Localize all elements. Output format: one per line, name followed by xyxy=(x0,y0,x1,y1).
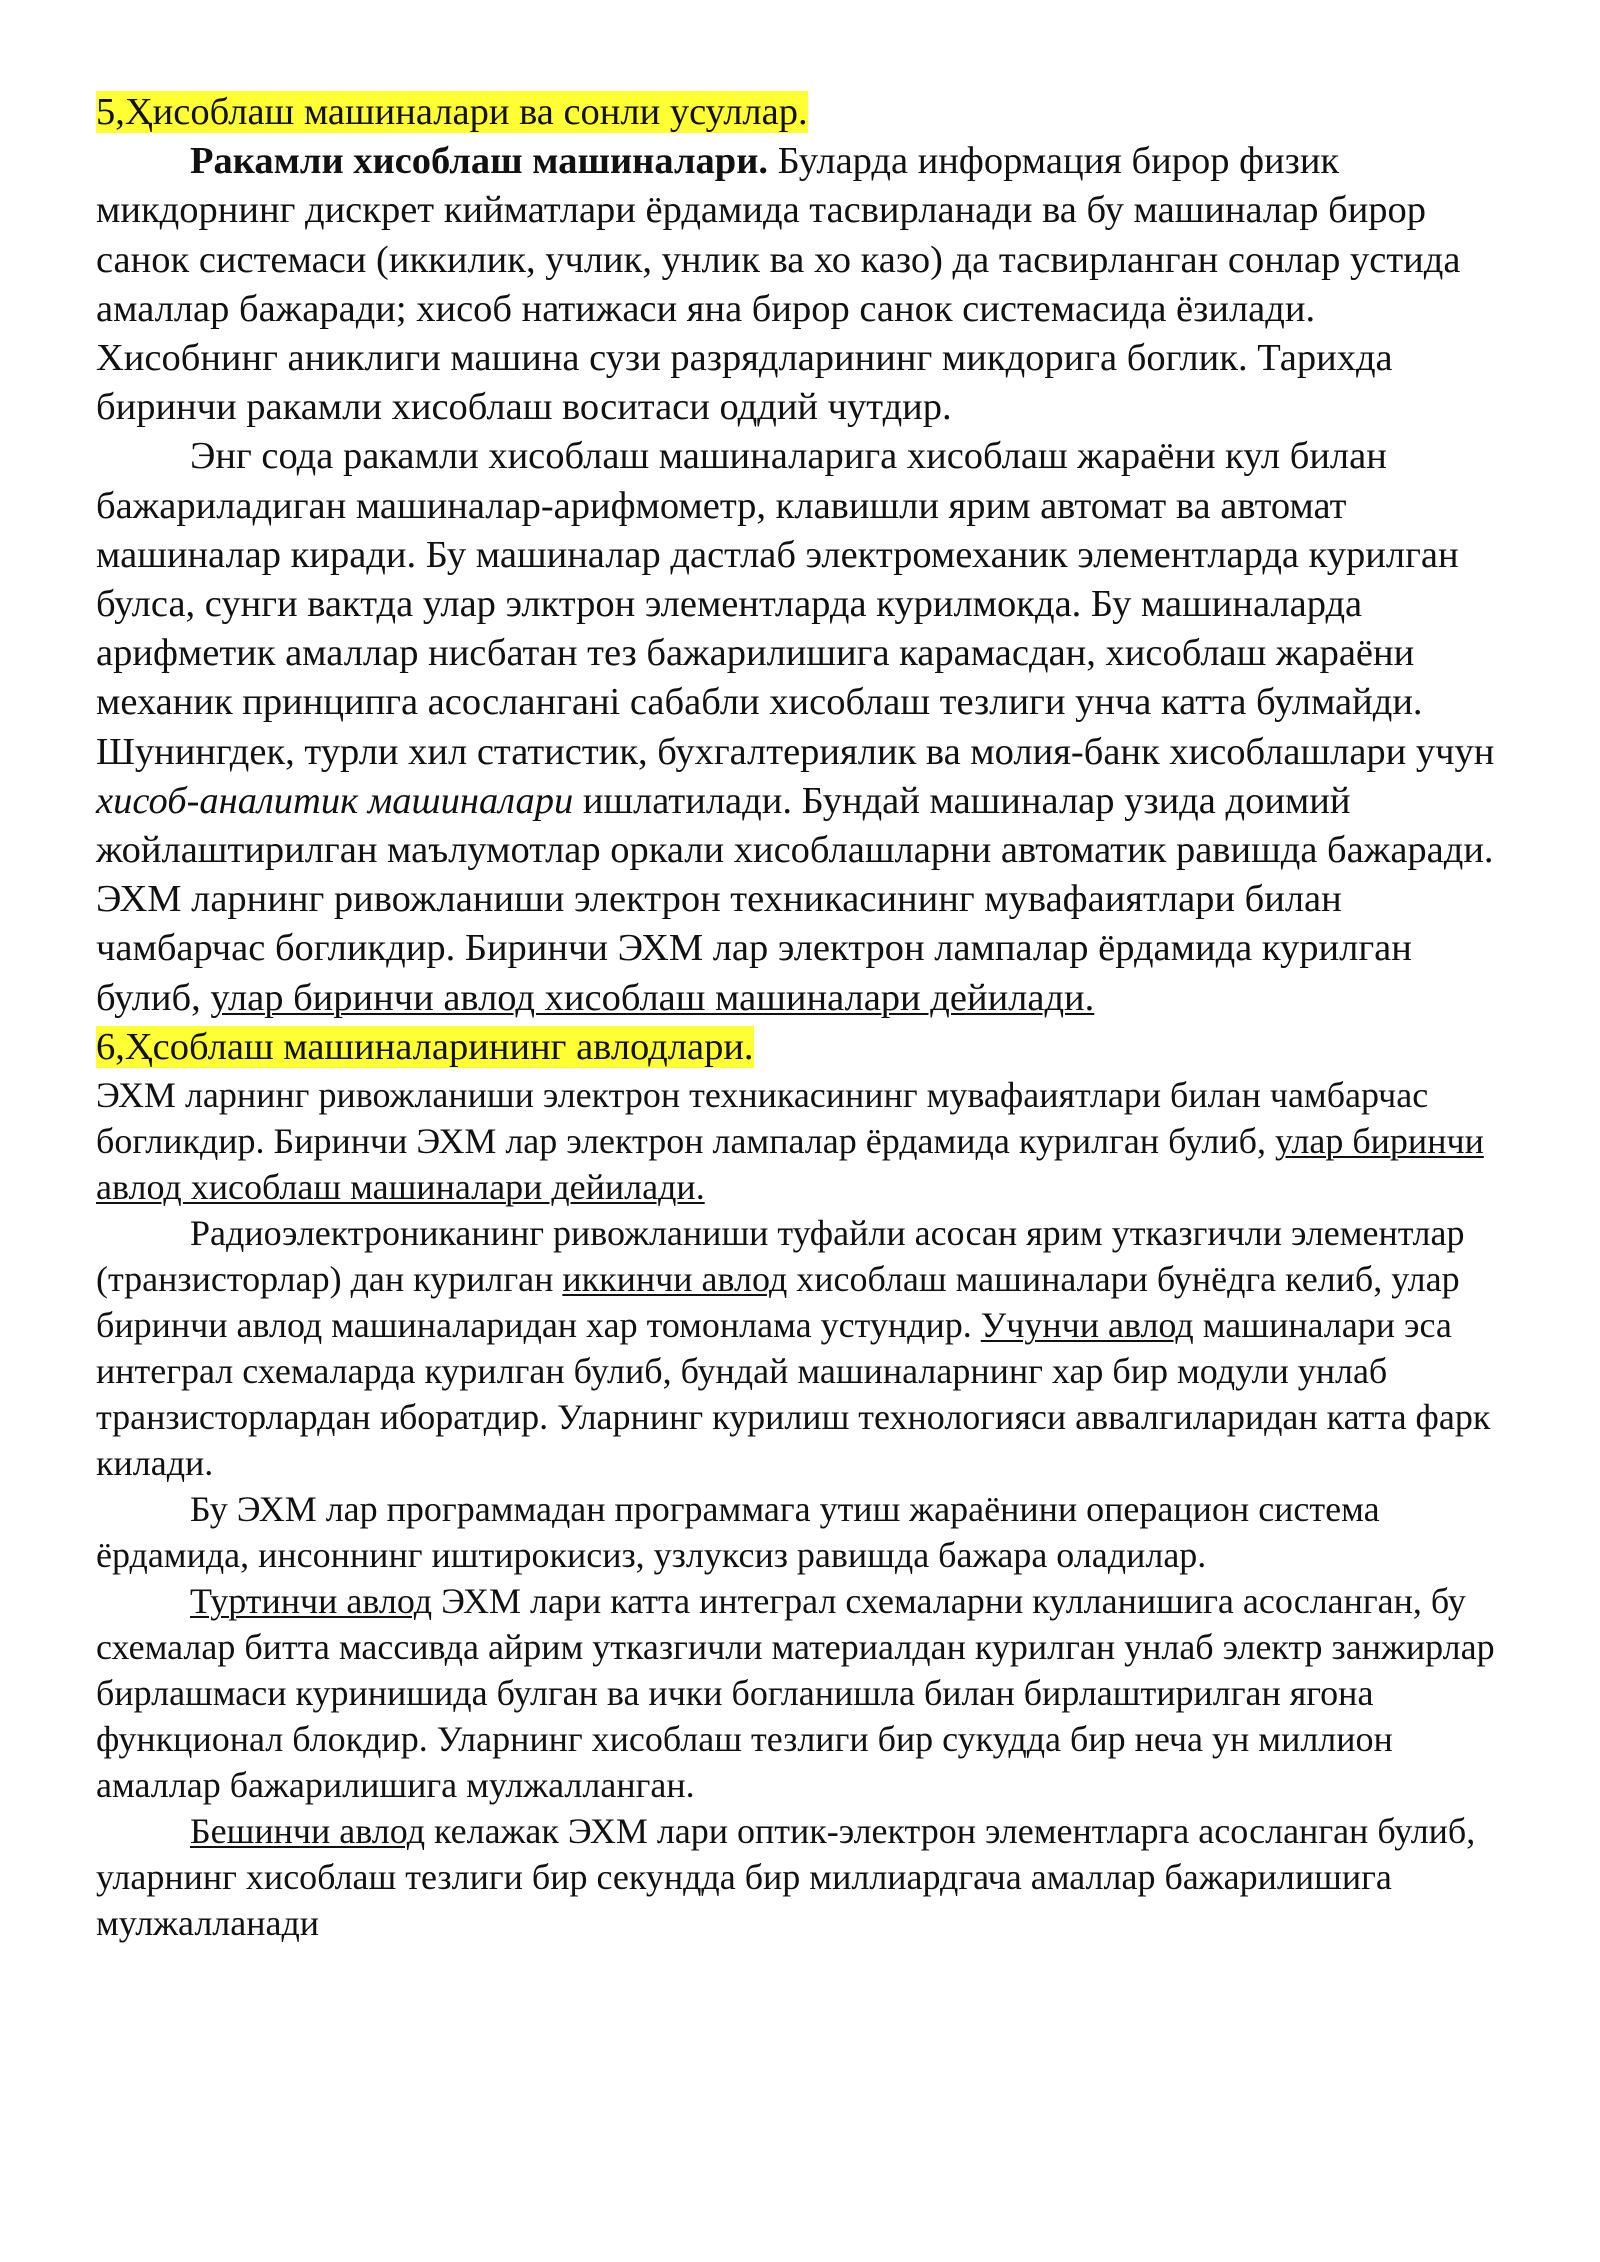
highlighted-heading: 6,Ҳсоблаш машиналарининг авлодлари. xyxy=(96,1025,754,1068)
underlined-text: Учунчи авлод xyxy=(980,1305,1194,1346)
paragraph-text: ишлатилади. Бундай машиналар узида доимий жойлаштирилган маълумотлар оркали хисоблашларни автоматик равишда бажаради. xyxy=(96,779,1494,872)
section-heading xyxy=(96,1023,1504,1072)
paragraph xyxy=(96,1486,1504,1578)
bold-term: Ракамли хисоблаш машиналари. xyxy=(190,140,769,183)
paragraph xyxy=(96,1578,1504,1808)
paragraph xyxy=(96,1808,1504,1946)
paragraph-text: Бу ЭХМ лар программадан программага утиш жараёнини операцион система ёрдамида, инсоннинг иштирокисиз, узлуксиз равишда бажара оладилар. xyxy=(96,1489,1380,1576)
paragraph xyxy=(96,137,1504,432)
section-computing-machines xyxy=(96,88,1504,1023)
underlined-text: улар биринчи авлод хисоблаш машиналари дейилади. xyxy=(96,1121,1484,1208)
paragraph-text: хисоблаш машиналари бунёдга келиб, улар биринчи авлод машиналаридан хар томонлама устундир. xyxy=(96,1259,1460,1346)
section-machine-generations xyxy=(96,1072,1504,1946)
section-heading-block xyxy=(96,1023,1504,1072)
paragraph-text: ЭХМ ларнинг ривожланиши электрон техникасининг мувафаиятлари билан чамбарчас богликдир. Биринчи ЭХМ лар электрон лампалар ёрдамида курилган булиб, xyxy=(96,1075,1429,1162)
paragraph-text: машиналари эса интеграл схемаларда курилган булиб, бундай машиналарнинг хар бир модули унлаб транзисторлардан иборатдир. Уларнинг курилиш технологияси аввалгиларидан катта фарк килади. xyxy=(96,1305,1491,1484)
paragraph-text: келажак ЭХМ лари оптик-электрон элементларга асосланган булиб, уларнинг хисоблаш тезлиги бир секундда бир миллиардгача амаллар бажарилишига мулжалланади xyxy=(96,1811,1476,1944)
document-page xyxy=(96,88,1504,1946)
paragraph xyxy=(96,1072,1504,1210)
italic-term: хисоб-аналитик машиналари xyxy=(96,779,574,822)
paragraph-text: Буларда информация бирор физик микдорнинг дискрет кийматлари ёрдамида тасвирланади ва бу машиналар бирор санок системаси (иккилик, учлик, унлик ва хо казо) да тасвирланган сонлар устида амаллар бажаради; хисоб натижаси яна бирор санок системасида ёзилади. Хисобнинг аниклиги машина сузи разрядларининг микдорига боглик. Тарихда биринчи ракамли хисоблаш воситаси оддий чутдир. xyxy=(96,140,1461,429)
underlined-text: улар биринчи авлод хисоблаш машиналари дейилади. xyxy=(210,976,1095,1019)
paragraph-text: Радиоэлектрониканинг ривожланиши туфайли асосан ярим утказгичли элементлар (транзисторлар) дан курилган xyxy=(96,1213,1465,1300)
underlined-text: Бешинчи авлод xyxy=(190,1811,426,1852)
paragraph-text: ЭХМ лари катта интеграл схемаларни кулланишига асосланган, бу схемалар битта массивда айрим утказгичли материалдан курилган унлаб электр занжирлар бирлашмаси куринишида булган ва ички богланишла билан бирлаштирилган ягона функционал блокдир. Уларнинг хисоблаш тезлиги бир сукудда бир неча ун миллион амаллар бажарилишига мулжалланган. xyxy=(96,1581,1495,1806)
section-heading xyxy=(96,88,1504,137)
paragraph xyxy=(96,432,1504,875)
underlined-text: иккинчи авлод xyxy=(562,1259,788,1300)
paragraph xyxy=(96,875,1504,1023)
highlighted-heading: 5,Ҳисоблаш машиналари ва сонли усуллар. xyxy=(96,91,808,133)
paragraph xyxy=(96,1210,1504,1486)
underlined-text: Туртинчи авлод xyxy=(190,1581,433,1622)
paragraph-text: ЭХМ ларнинг ривожланиши электрон техникасининг мувафаиятлари билан чамбарчас богликдир. Биринчи ЭХМ лар электрон лампалар ёрдамида курилган булиб, xyxy=(96,878,1412,1019)
paragraph-text: Энг сода ракамли хисоблаш машиналарига хисоблаш жараёни кул билан бажариладиган машиналар-арифмометр, клавишли ярим автомат ва автомат машиналар киради. Бу машиналар дастлаб электромеханик элементларда курилган булса, сунги вактда улар элктрон элементларда курилмокда. Бу машиналарда арифметик амаллар нисбатан тез бажарилишига карамасдан, хисоблаш жараёни механик принципга асосланганi сабабли хисоблаш тезлиги унча катта булмайди. Шунингдек, турли хил статистик, бухгалтериялик ва молия-банк хисоблашлари учун xyxy=(96,435,1495,773)
